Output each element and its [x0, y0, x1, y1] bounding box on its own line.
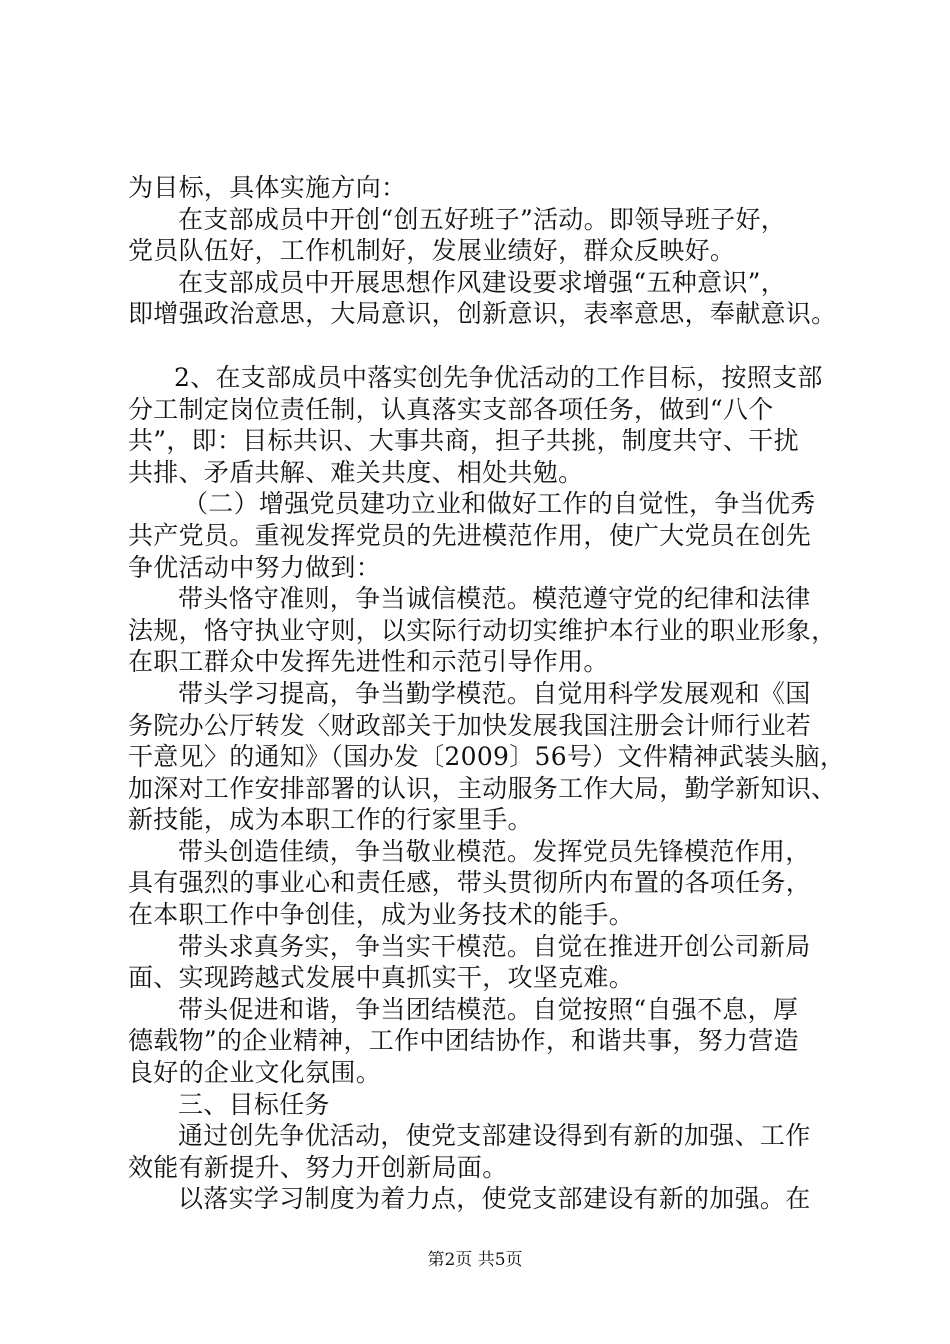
text-line: （二）增强党员建功立业和做好工作的自觉性，争当优秀 — [183, 489, 816, 519]
text-line: 为目标，具体实施方向： — [128, 173, 407, 202]
text-line: 共排、矛盾共解、难关共度、相处共勉。 — [128, 457, 584, 487]
page-footer: 第2页 共5页 — [427, 1250, 523, 1270]
text-line: 带头求真务实，争当实干模范。自觉在推进开创公司新局 — [178, 931, 811, 961]
text-line: 党员队伍好，工作机制好，发展业绩好，群众反映好。 — [128, 236, 736, 266]
text-line: 带头促进和谐，争当团结模范。自觉按照“自强不息，厚 — [178, 994, 799, 1024]
text-line: 具有强烈的事业心和责任感，带头贯彻所内布置的各项任务， — [128, 868, 812, 898]
text-line: 效能有新提升、努力开创新局面。 — [128, 1152, 508, 1182]
text-line: 2、在支部成员中落实创先争优活动的工作目标，按照支部 — [174, 362, 823, 392]
text-line: 共产党员。重视发挥党员的先进模范作用，使广大党员在创先 — [128, 520, 812, 550]
text-line: 分工制定岗位责任制，认真落实支部各项任务，做到“八个 — [128, 394, 774, 424]
text-line: 面、实现跨越式发展中真抓实干，攻坚克难。 — [128, 963, 635, 993]
paragraph-gap — [128, 330, 840, 362]
text-line: 加深对工作安排部署的认识，主动服务工作大局，勤学新知识、 — [128, 773, 837, 803]
text-line: 干意见〉的通知》（国办发〔2009〕56号）文件精神武装头脑， — [128, 742, 846, 772]
text-line: 共”，即：目标共识、大事共商，担子共挑，制度共守、干扰 — [128, 426, 799, 456]
text-line: 在本职工作中争创佳，成为业务技术的能手。 — [128, 900, 635, 930]
text-line: 良好的企业文化氛围。 — [128, 1058, 382, 1088]
text-line: 通过创先争优活动，使党支部建设得到有新的加强、工作 — [178, 1121, 811, 1151]
text-line: 法规，恪守执业守则，以实际行动切实维护本行业的职业形象， — [128, 615, 837, 645]
text-line: 争优活动中努力做到： — [128, 552, 382, 582]
text-line: 在支部成员中开展思想作风建设要求增强“五种意识”， — [178, 267, 787, 297]
text-line: 带头学习提高，争当勤学模范。自觉用科学发展观和《国 — [178, 678, 811, 708]
text-line: 带头恪守准则，争当诚信模范。模范遵守党的纪律和法律 — [178, 584, 811, 614]
text-line: 在支部成员中开创“创五好班子”活动。即领导班子好， — [178, 204, 787, 234]
text-line: 以落实学习制度为着力点，使党支部建设有新的加强。在 — [178, 1184, 811, 1214]
text-line: 务院办公厅转发〈财政部关于加快发展我国注册会计师行业若 — [128, 710, 812, 740]
document-body — [128, 172, 846, 1215]
text-line: 在职工群众中发挥先进性和示范引导作用。 — [128, 647, 609, 677]
text-line: 即增强政治意思，大局意识，创新意识，表率意思，奉献意识。 — [128, 299, 837, 329]
text-line: 带头创造佳绩，争当敬业模范。发挥党员先锋模范作用， — [178, 836, 811, 866]
text-line: 新技能，成为本职工作的行家里手。 — [128, 805, 533, 835]
text-line: 德载物”的企业精神，工作中团结协作，和谐共事，努力营造 — [128, 1026, 799, 1056]
section-heading: 三、目标任务 — [178, 1089, 330, 1119]
